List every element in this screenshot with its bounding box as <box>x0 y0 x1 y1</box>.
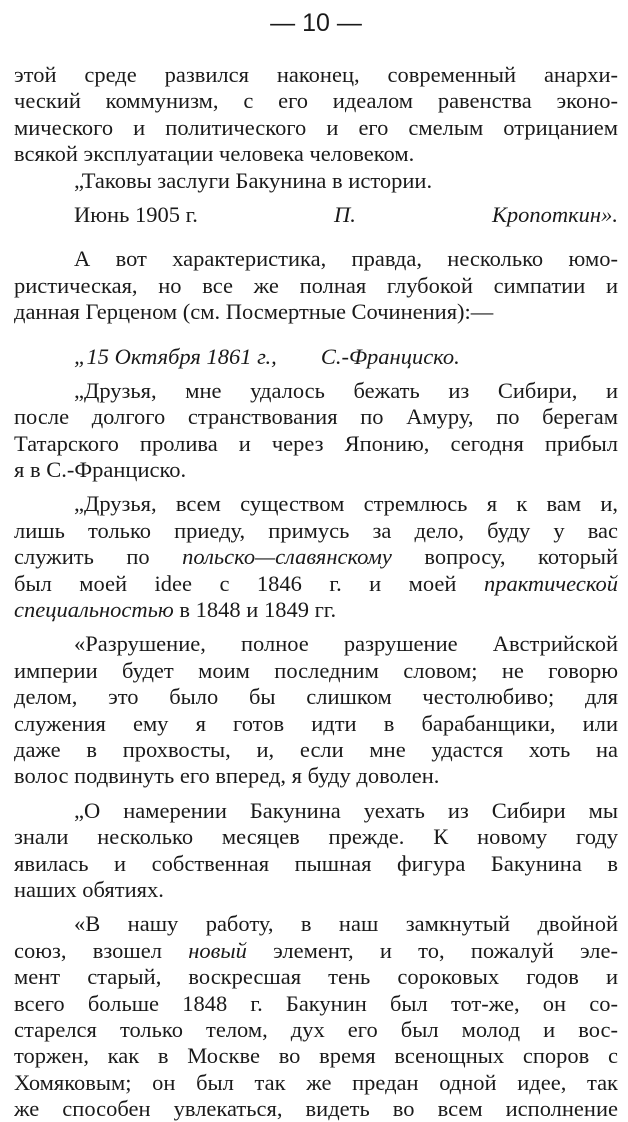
text-line: «Разрушение, полное разрушение Австрийской <box>74 631 618 657</box>
text-line: же способен увлекаться, видеть во всем исполнение <box>14 1096 618 1122</box>
text-line: явилась и собственная пышная фигура Бакунина в <box>14 850 618 876</box>
text-line: Хомяковым; он был так же предан одной идее, так <box>14 1069 618 1095</box>
text-line: лишь только приеду, примусь за дело, буду у вас <box>14 517 618 543</box>
paragraph-merits: „Таковы заслуги Бакунина в истории. <box>74 167 433 193</box>
paragraph-letter-destruction <box>14 631 618 789</box>
text-line: служения ему я готов идти в барабанщики, или <box>14 710 618 736</box>
text-line: делом, это было бы слишком честолюбиво; для <box>14 684 618 710</box>
text-line: всякой эксплуатации человека человеком. <box>14 141 415 167</box>
text-line: специальностью в 1848 и 1849 гг. <box>14 597 337 623</box>
text-line: наших обятиях. <box>14 876 164 902</box>
text-line: ристическая, но все же полная глубокой симпатии и <box>14 272 618 298</box>
signature <box>14 202 618 228</box>
text-line: ческий коммунизм, с его идеалом равенства эконо- <box>14 88 618 114</box>
text-line: союз, взошел новый элемент, и то, пожалуй эле- <box>14 937 618 963</box>
text-line: А вот характеристика, правда, несколько юмо- <box>74 246 618 272</box>
paragraph-letter-friends <box>14 491 618 623</box>
letter-date: „15 Октября 1861 г., <box>74 343 277 369</box>
text-line: „Друзья, всем существом стремлюсь я к вам и, <box>74 491 618 517</box>
text-line: знали несколько месяцев прежде. К новому году <box>14 824 618 850</box>
text-line: «В нашу работу, в наш замкнутый двойной <box>74 911 618 937</box>
text-line: этой среде развился наконец, современный анархи- <box>14 62 618 87</box>
text-line: был моей idee с 1846 г. и моей практической <box>14 570 618 596</box>
text-line: старелся только телом, дух его был молод и вос- <box>14 1016 618 1042</box>
text-line: Татарского пролива и через Японию, сегодня прибыл <box>14 430 618 456</box>
signature-name: Кропоткин». <box>491 201 618 227</box>
text-line: всего больше 1848 г. Бакунин был тот-же, он со- <box>14 990 618 1016</box>
paragraph-letter-escape <box>14 378 618 484</box>
text-line: даже в прохвосты, и, если мне удастся хоть на <box>14 736 618 762</box>
signature-date: Июнь 1905 г. <box>74 201 198 227</box>
text-line: торжен, как в Москве во время всенощных споров с <box>14 1043 618 1069</box>
text-line: служить по польско—славянскому вопросу, который <box>14 544 618 570</box>
paragraph-anarchism <box>14 62 618 168</box>
paragraph-intro <box>14 246 618 325</box>
text-line: „О намерении Бакунина уехать из Сибири мы <box>74 797 618 823</box>
paragraph-herzen-union <box>14 911 618 1122</box>
text-line: мического и политического и его смелым отрицанием <box>14 114 618 140</box>
text-line: мент старый, воскресшая тень сороковых годов и <box>14 964 618 990</box>
paragraph-herzen-arrival <box>14 798 618 904</box>
text-line: после долгого странствования по Амуру, по берегам <box>14 404 618 430</box>
letter-place: С.-Франциско. <box>320 343 460 369</box>
text-line: данная Герценом (см. Посмертные Сочинения):— <box>14 299 494 325</box>
letter-dateline <box>14 344 618 370</box>
text-line: „Друзья, мне удалось бежать из Сибири, и <box>74 377 618 403</box>
text-line: волос подвинуть его вперед, я буду доволен. <box>14 763 440 789</box>
text-line: империи будет моим последним словом; не говорю <box>14 657 618 683</box>
signature-initial: П. <box>334 201 356 227</box>
page-number: — 10 — <box>270 9 362 37</box>
text-line: я в С.-Франциско. <box>14 457 187 483</box>
